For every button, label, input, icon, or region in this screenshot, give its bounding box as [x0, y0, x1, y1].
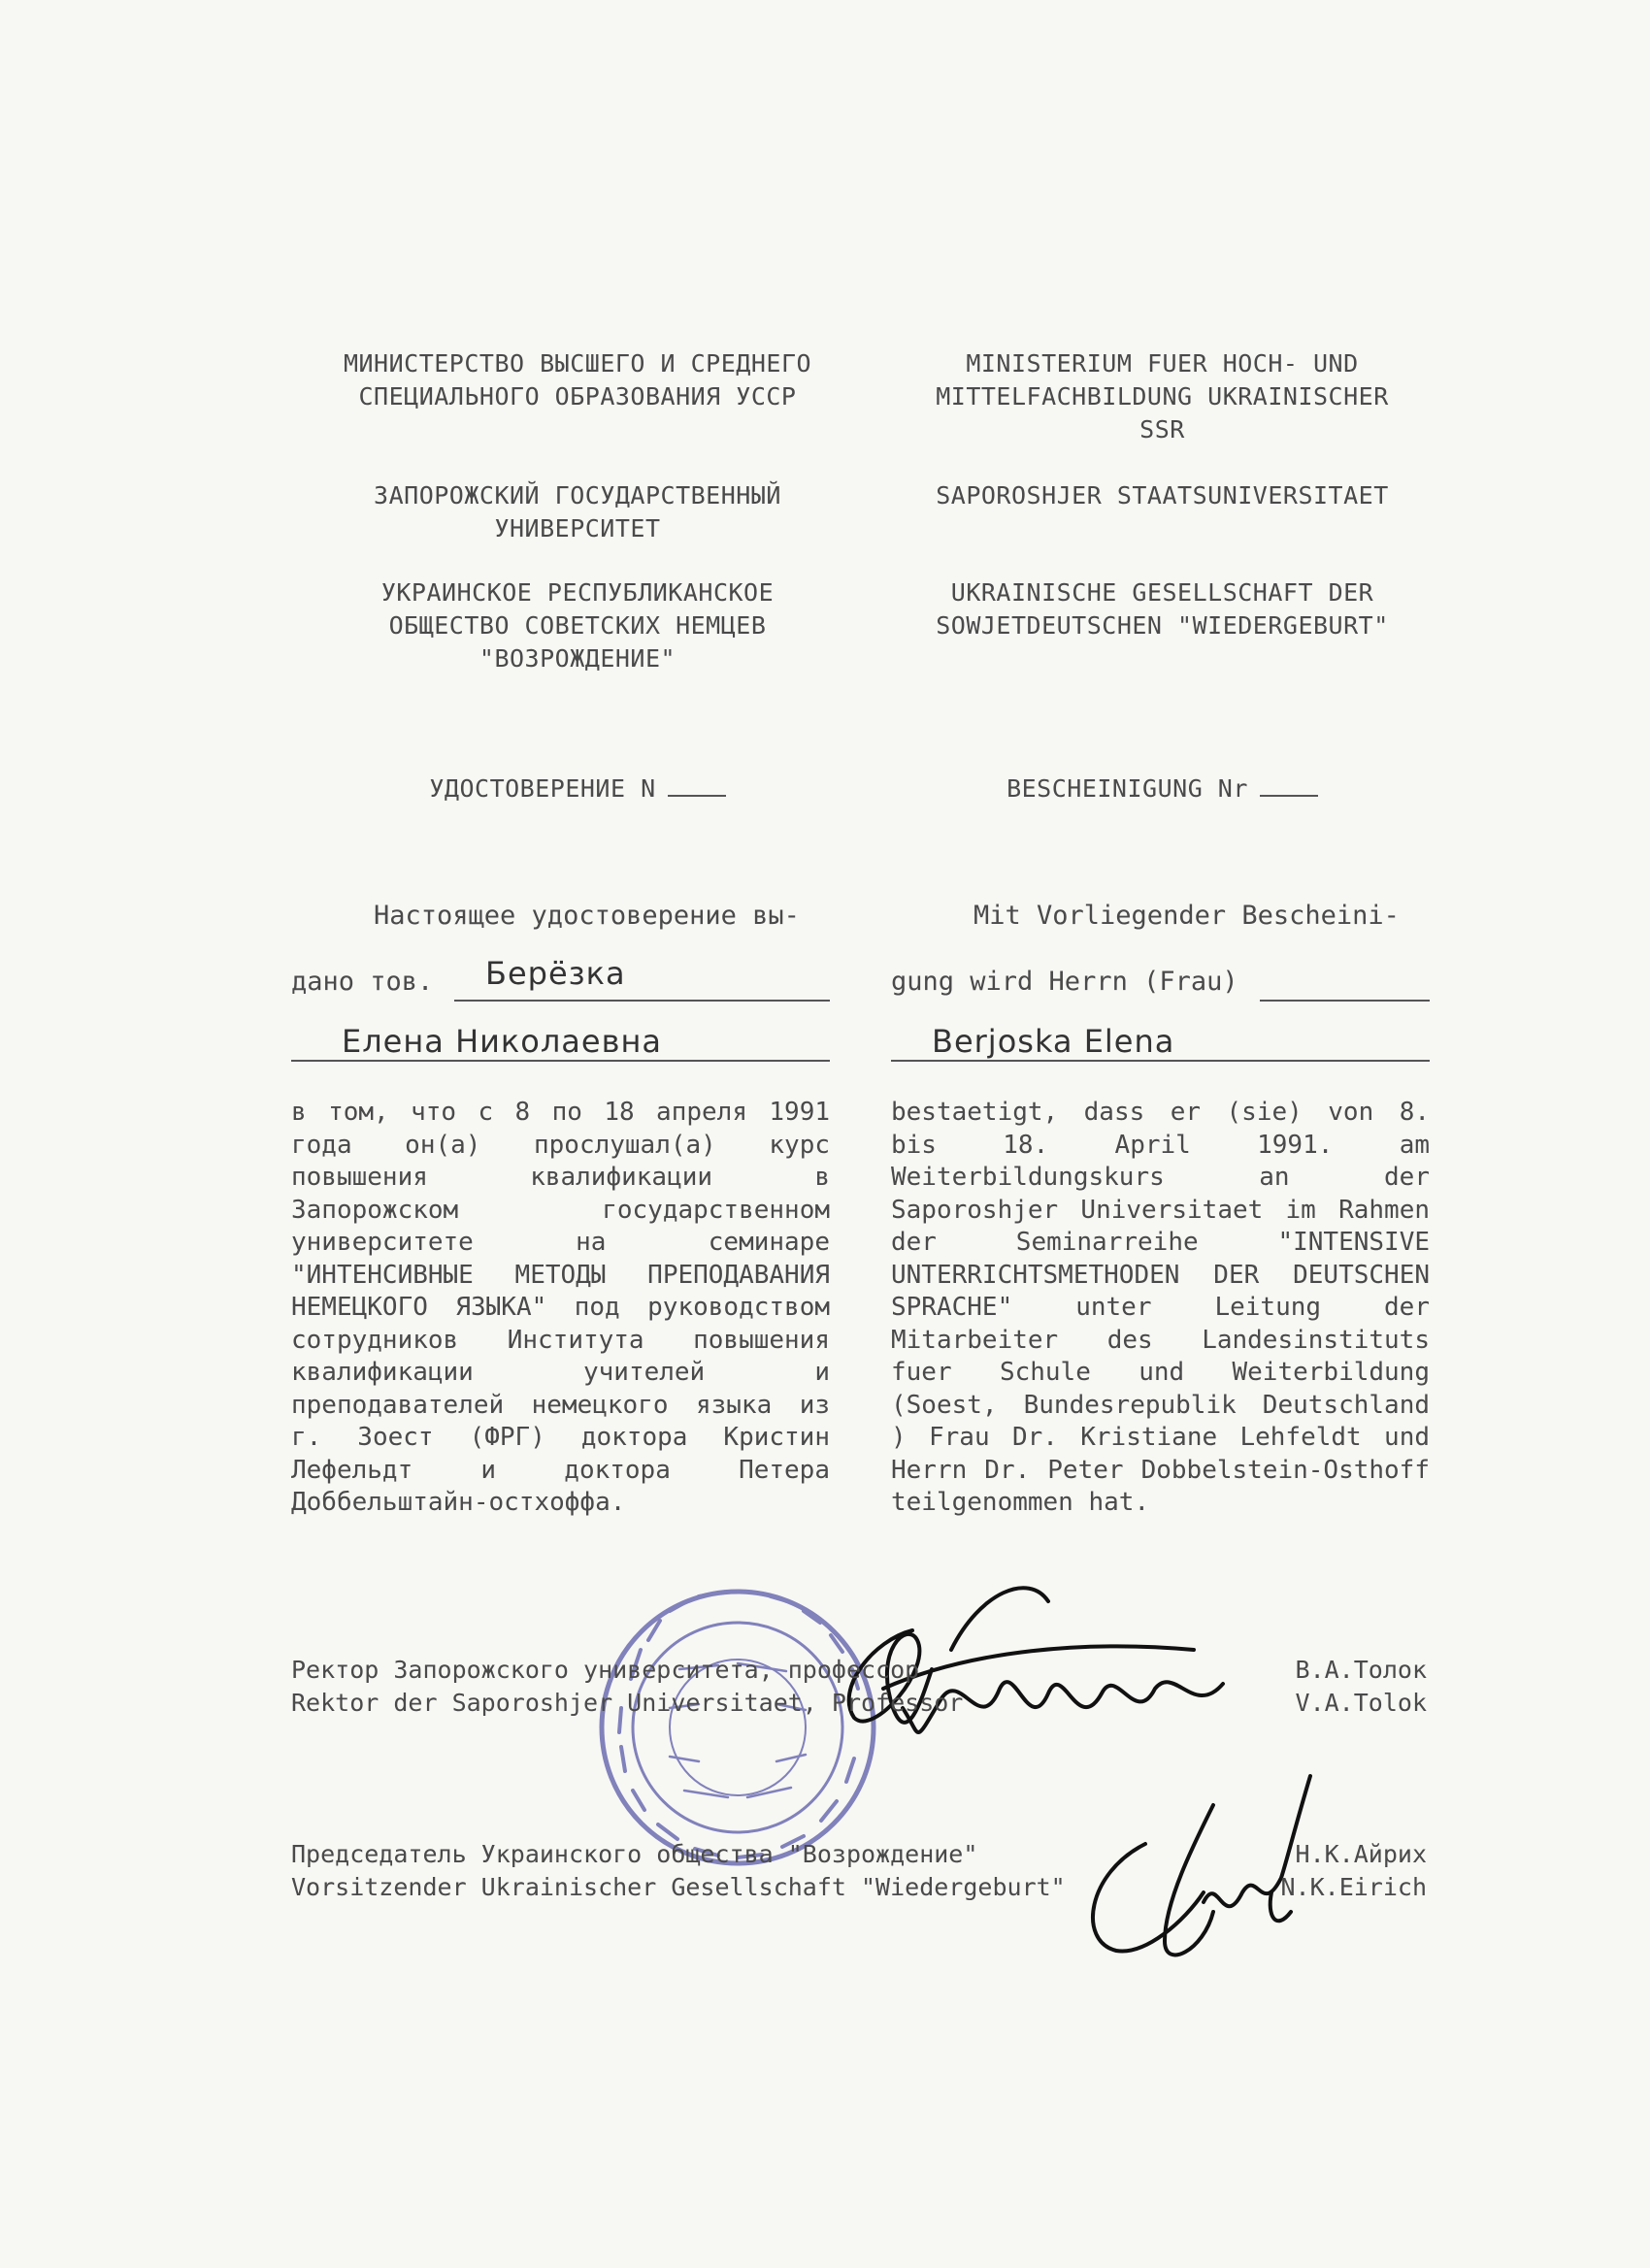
ru-intro-label: дано тов. [291, 967, 434, 997]
de-university-line-1: SAPOROSHJER STAATSUNIVERSITAET [936, 481, 1389, 509]
round-stamp [602, 1592, 874, 1863]
chair-title-de: Vorsitzender Ukrainischer Gesellschaft "Wiedergeburt" [291, 1873, 1066, 1901]
rector-name-ru: В.А.Толок [1295, 1656, 1427, 1684]
rector-name-de: V.A.Tolok [1295, 1689, 1427, 1717]
de-ministry-line-1: MINISTERIUM FUER HOCH- UND [966, 349, 1359, 378]
ru-society-line-1: УКРАИНСКОЕ РЕСПУБЛИКАНСКОЕ [380, 578, 775, 607]
ru-given-handwritten: Елена Николаевна [342, 1023, 662, 1060]
chair-name-de: N.K.Eirich [1280, 1873, 1427, 1901]
de-ministry-line-3: SSR [1139, 415, 1185, 444]
ru-body-paragraph: в том, что с 8 по 18 апреля 1991 года он(а) прослушал(а) курс повышения квалификации в Запорожском государственном университете на семинаре "ИНТЕНСИВНЫЕ МЕТОДЫ ПРЕПОДАВАНИЯ НЕМЕЦКОГО ЯЗЫКА" под руководством сотрудников Института повышения квалификации учителей и преподавателей немецкого языка из г. Зоест (ФРГ) доктора Кристин Лефельдт и доктора Петера Доббельштайн-остхоффа. [291, 1098, 830, 1517]
ru-university-line-1: ЗАПОРОЖСКИЙ ГОСУДАРСТВЕННЫЙ [374, 481, 781, 509]
de-certificate-title-text: BESCHEINIGUNG Nr [1006, 774, 1248, 803]
rector-signature-block [291, 1654, 1427, 1720]
ru-society-line-2: ОБЩЕСТВО СОВЕТСКИХ НЕМЦЕВ [388, 611, 767, 640]
rector-title-ru: Ректор Запорожского университета, профессор [291, 1656, 920, 1684]
ru-certificate-title-text: УДОСТОВЕРЕНИЕ N [429, 774, 656, 803]
chair-title-ru: Председатель Украинского общества "Возрождение" [291, 1840, 978, 1868]
de-intro-label: gung wird Herrn (Frau) [891, 967, 1238, 997]
chair-name-block [1280, 1838, 1427, 1904]
de-society-line-2: SOWJETDEUTSCHEN "WIEDERGEBURT" [936, 611, 1389, 640]
ru-university-line-2: УНИВЕРСИТЕТ [494, 514, 661, 542]
de-society-line-1: UKRAINISCHE GESELLSCHAFT DER [950, 578, 1374, 607]
de-body-paragraph: bestaetigt, dass er (sie) von 8. bis 18. April 1991. am Weiterbildungskurs an der Saporoshjer Universitaet im Rahmen der Seminarreihe "INTENSIVE UNTERRICHTSMETHODEN DER DEUTSCHEN SPRACHE" unter Leitung der Mitarbeiter des Landesinstituts fuer Schule und Weiterbildung (Soest, Bundesrepublik Deutschland ) Frau Dr. Kristiane Lehfeldt und Herrn Dr. Peter Dobbelstein-Osthoff teilgenommen hat. [891, 1098, 1430, 1517]
de-intro-line-1: Mit Vorliegender Bescheini- [974, 901, 1400, 931]
ru-society-line-3: "ВОЗРОЖДЕНИЕ" [478, 644, 676, 673]
de-name-handwritten: Berjoska Elena [932, 1023, 1175, 1060]
chair-name-ru: Н.К.Айрих [1295, 1840, 1427, 1868]
rector-name-block [1296, 1654, 1427, 1720]
de-ministry-line-2: MITTELFACHBILDUNG UKRAINISCHER [936, 382, 1389, 411]
ru-ministry-line-1: МИНИСТЕРСТВО ВЫСШЕГО И СРЕДНЕГО [343, 349, 812, 378]
ru-surname-handwritten: Берёзка [485, 955, 626, 992]
rector-title-de: Rektor der Saporoshjer Universitaet, Professor [291, 1689, 964, 1717]
ru-ministry-line-2: СПЕЦИАЛЬНОГО ОБРАЗОВАНИЯ УССР [358, 382, 797, 411]
ru-intro-line-1: Настоящее удостоверение вы- [374, 901, 800, 931]
chair-signature-block [291, 1838, 1427, 1904]
